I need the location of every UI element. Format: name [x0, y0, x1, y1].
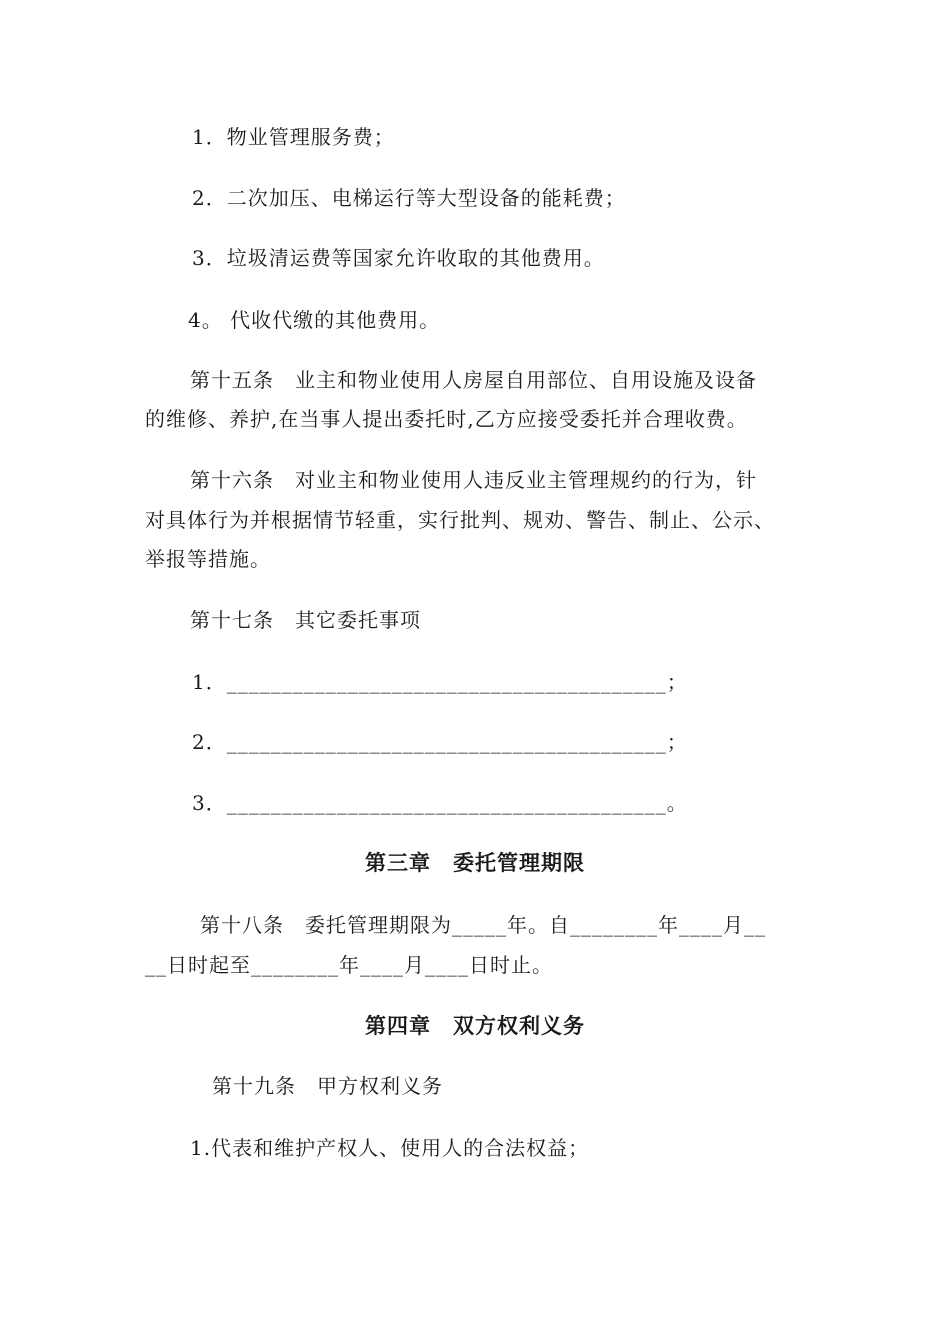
- fee-item-4: 4。 代收代缴的其他费用。: [188, 308, 441, 332]
- article-16-line-3: 举报等措施。: [145, 547, 271, 571]
- article-15-line-2: 的维修、养护,在当事人提出委托时,乙方应接受委托并合理收费。: [145, 407, 748, 431]
- article-16-line-2: 对具体行为并根据情节轻重，实行批判、规劝、警告、制止、公示、: [145, 508, 775, 532]
- article-18-line-1: 第十八条 委托管理期限为_____年。自________年____月__: [200, 913, 766, 937]
- article-17-item-2: 2．________________________________________；: [192, 730, 688, 754]
- article-16-line-1: 第十六条 对业主和物业使用人违反业主管理规约的行为，针: [190, 468, 757, 492]
- chapter-3-heading: 第三章 委托管理期限: [365, 851, 585, 875]
- article-17-item-3: 3．________________________________________。: [192, 791, 688, 815]
- fee-item-1: 1．物业管理服务费；: [192, 125, 395, 149]
- article-18-line-2: __日时起至________年____月____日时止。: [145, 953, 553, 977]
- article-17-item-1: 1．________________________________________；: [192, 670, 688, 694]
- chapter-4-heading: 第四章 双方权利义务: [365, 1014, 585, 1038]
- article-19-item-1: 1.代表和维护产权人、使用人的合法权益；: [190, 1136, 590, 1160]
- article-19-title: 第十九条 甲方权利义务: [212, 1074, 443, 1098]
- fee-item-3: 3．垃圾清运费等国家允许收取的其他费用。: [192, 246, 605, 270]
- article-15-line-1: 第十五条 业主和物业使用人房屋自用部位、自用设施及设备: [190, 368, 757, 392]
- article-17-title: 第十七条 其它委托事项: [190, 608, 421, 632]
- fee-item-2: 2．二次加压、电梯运行等大型设备的能耗费；: [192, 186, 626, 210]
